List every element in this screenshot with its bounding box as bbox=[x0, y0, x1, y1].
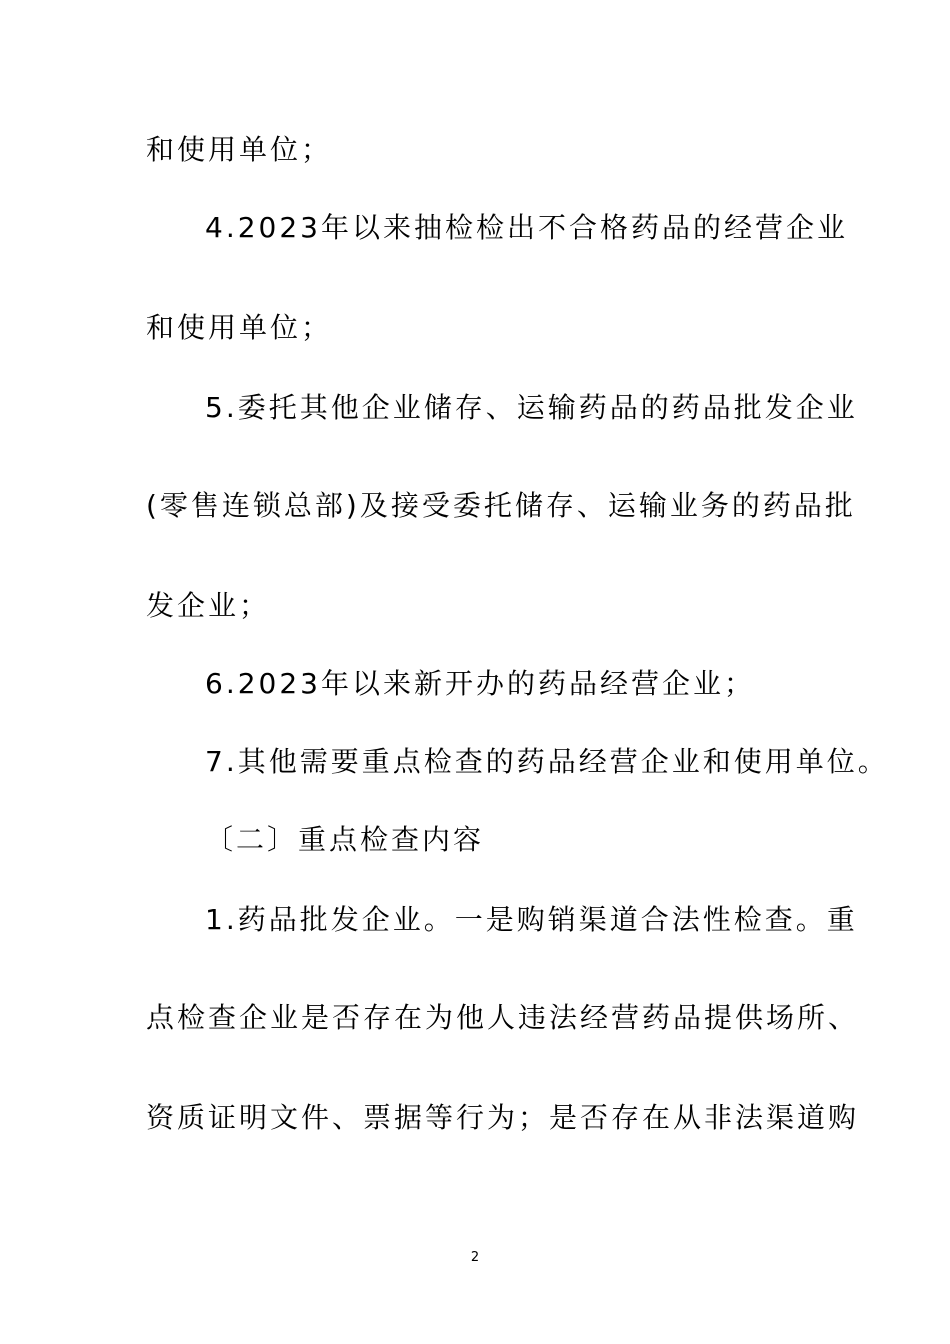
text-line: 1.药品批发企业。一是购销渠道合法性检查。重 bbox=[205, 903, 858, 936]
text-line: 点检查企业是否存在为他人违法经营药品提供场所、 bbox=[146, 1001, 860, 1034]
text-line: 7.其他需要重点检查的药品经营企业和使用单位。 bbox=[205, 745, 889, 778]
text-line: 发企业； bbox=[146, 589, 271, 622]
text-line: 6.2023年以来新开办的药品经营企业； bbox=[205, 667, 755, 700]
text-line: (零售连锁总部)及接受委托储存、运输业务的药品批 bbox=[146, 489, 856, 522]
section-heading: 〔二〕重点检查内容 bbox=[205, 823, 485, 856]
page-number: 2 bbox=[470, 1250, 480, 1265]
text-line: 资质证明文件、票据等行为；是否存在从非法渠道购 bbox=[146, 1101, 860, 1134]
text-line: 5.委托其他企业储存、运输药品的药品批发企业 bbox=[205, 391, 858, 424]
text-line: 4.2023年以来抽检检出不合格药品的经营企业 bbox=[205, 211, 848, 244]
text-line: 和使用单位； bbox=[146, 311, 333, 344]
text-line: 和使用单位； bbox=[146, 133, 333, 166]
